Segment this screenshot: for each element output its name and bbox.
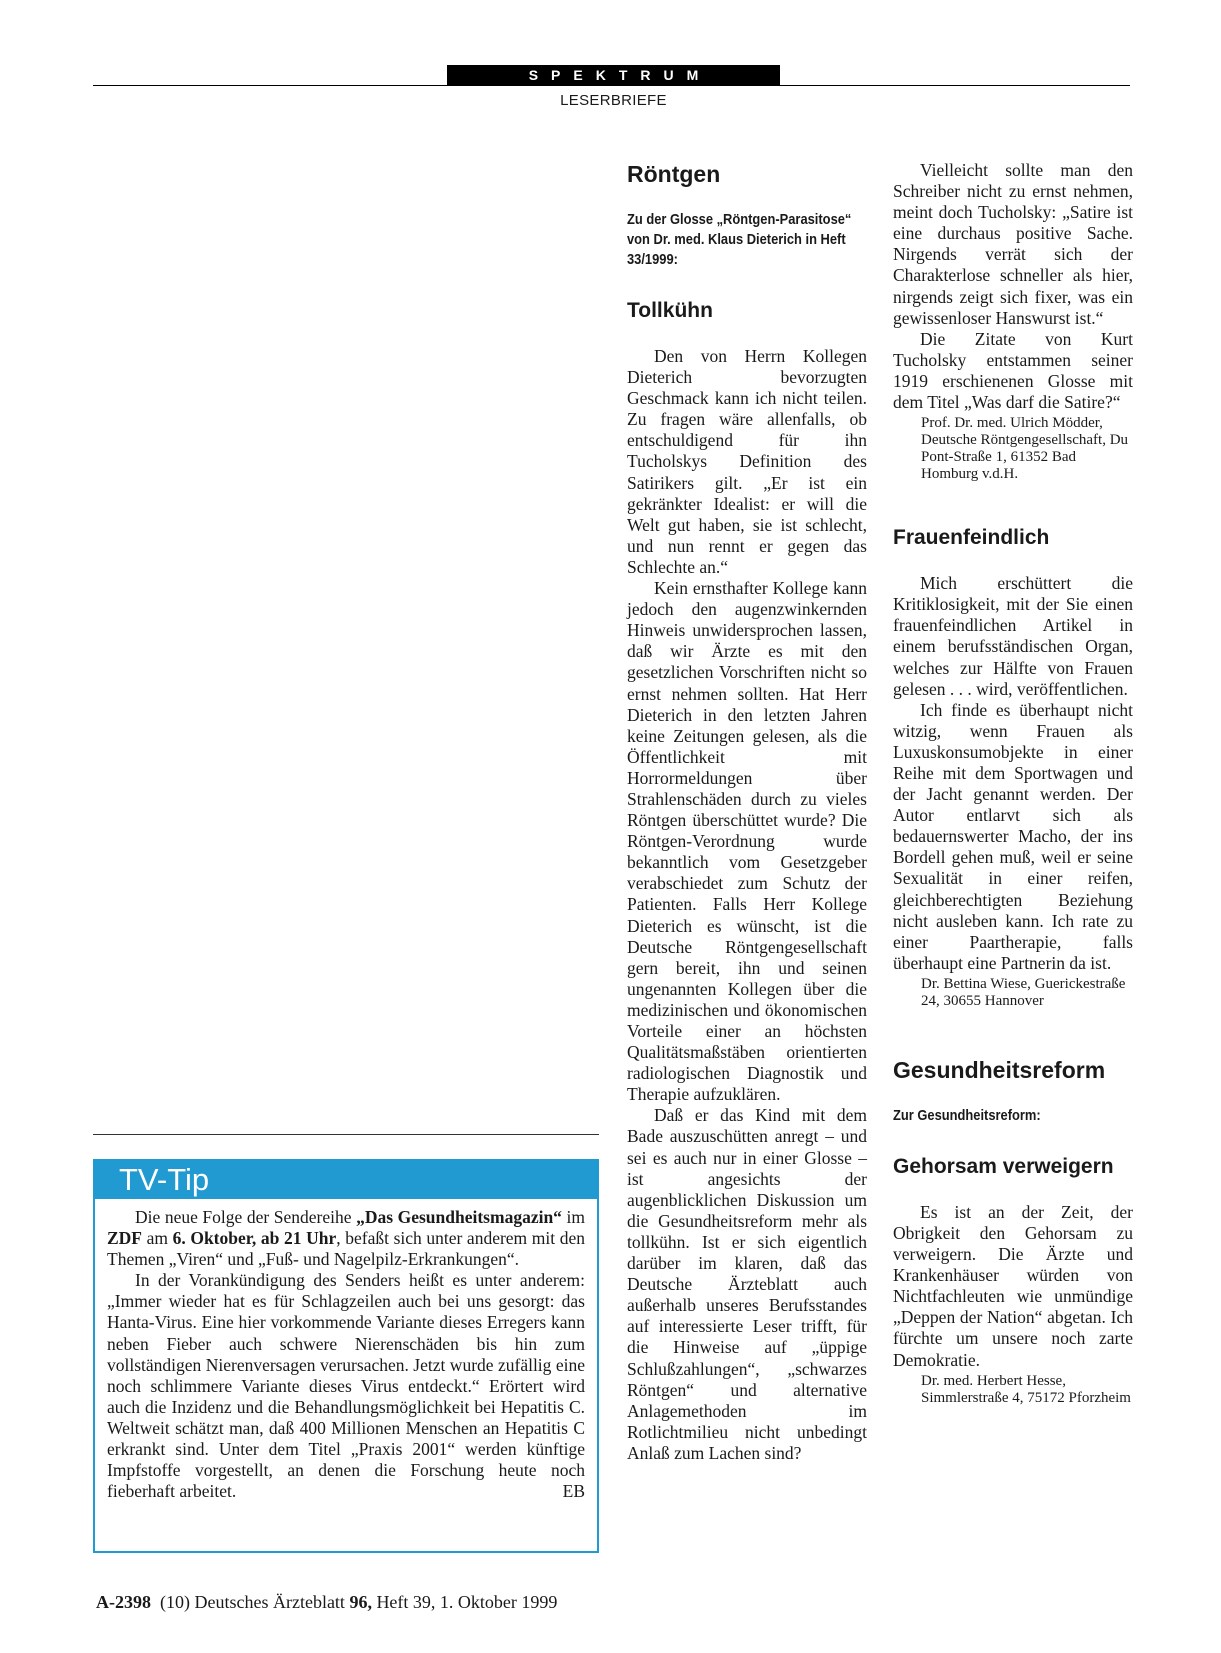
show-title: „Das Gesundheitsmagazin“ <box>356 1207 562 1227</box>
letter-title-tollkuehn: Tollkühn <box>627 299 713 322</box>
paragraph: Vielleicht sollte man den Schreiber nicht zu ernst nehmen, meint doch Tucholsky: „Satire ist eine durchaus positive Sache. Nirgends verrät sich der Charakterlose schneller als hier, nirgends zeigt sich fixer, was ein gewissenloser Hanswurst ist.“ <box>893 160 1133 328</box>
paragraph: Mich erschüttert die Kritiklosigkeit, mit der Sie einen frauenfeindlichen Artikel in einem berufsständischen Organ, welches zur Hälfte von Frauen gelesen . . . wird, veröffentlichen. <box>893 573 1133 699</box>
column-middle <box>627 160 867 1464</box>
page-footer <box>96 1592 557 1613</box>
paragraph: Daß er das Kind mit dem Bade auszuschütten anregt – und sei es auch nur in einer Glosse – ist angesichts der augenblicklichen Diskussion um die Gesundheitsreform mehr als tollkühn. Ist er sich eigentlich darüber im klaren, daß das Deutsche Ärzteblatt auch außerhalb unseres Berufsstandes auf interessierte Leser trifft, für die Hinweise auf „üppige Schlußzahlungen“, „schwarzes Röntgen“ und alternative Anlagemethoden im Rotlichtmilieu nicht unbedingt Anlaß zum Lachen sind? <box>627 1105 867 1463</box>
footer-text: Heft 39, 1. Oktober 1999 <box>371 1592 558 1612</box>
section-label: SPEKTRUM <box>447 65 780 85</box>
letter-title-gehorsam: Gehorsam verweigern <box>893 1154 1114 1178</box>
paragraph: Kein ernsthafter Kollege kann jedoch den augenzwinkernden Hinweis unwidersprochen lassen, daß wir Ärzte es mit den gesetzlichen Vorschriften nicht so ernst nehmen sollten. Hat Herr Dieterich in den letzten Jahren keine Zeitungen gelesen, als die Öffentlichkeit mit Horrormeldungen über Strahlenschäden durch zu vieles Röntgen überschüttet wurde? Die Röntgen-Verordnung wurde bekanntlich vom Gesetzgeber verabschiedet zum Schutz der Patienten. Falls Herr Kollege Dieterich es wünscht, ist die Deutsche Röntgengesellschaft gern bereit, ihn und seinen ungenannten Kollegen über die medizinischen und ökonomischen Vorteile einer an höchsten Qualitätsmaßstäben orientierten radiologischen Diagnostik und Therapie aufzuklären. <box>627 578 867 1105</box>
tvtip-heading: TV-Tip <box>95 1161 597 1199</box>
header-rule <box>93 85 1130 86</box>
paragraph: Den von Herrn Kollegen Dieterich bevorzugten Geschmack kann ich nicht teilen. Zu fragen wäre allenfalls, ob entschuldigend für ihn Tucholskys Definition des Satirikers gilt. „Er ist ein gekränkter Idealist: er will die Welt gut haben, sie ist schlecht, und nun rennt er gegen das Schlechte an.“ <box>627 346 867 577</box>
text-run: Die neue Folge der Sendereihe <box>135 1207 357 1227</box>
volume-number: 96, <box>349 1592 372 1612</box>
author-initials: EB <box>562 1481 585 1502</box>
tvtip-body <box>107 1207 585 1502</box>
reference-note: Zur Gesundheitsreform: <box>893 1106 1041 1124</box>
paragraph: Die Zitate von Kurt Tucholsky entstammen seiner 1919 erschienenen Glosse mit dem Titel „Was darf die Satire?“ <box>893 328 1133 413</box>
airdate: 6. Oktober, ab 21 Uhr <box>172 1228 337 1249</box>
subsection-label: LESERBRIEFE <box>560 92 667 109</box>
rubric-gesundheitsreform: Gesundheitsreform <box>893 1056 1106 1083</box>
tvtip-box <box>93 1159 599 1553</box>
tvtip-rule <box>93 1134 599 1135</box>
channel: ZDF <box>107 1228 142 1249</box>
letter-signature: Dr. Bettina Wiese, Guerickestraße 24, 30655 Hannover <box>921 975 1126 1009</box>
column-right <box>893 160 1133 1407</box>
text-run: im <box>561 1207 585 1227</box>
rubric-roentgen: Röntgen <box>627 161 721 187</box>
text-run: , befaßt sich unter anderem mit den Themen „Viren“ und „Fuß- und Nagelpilz-Erkrankungen“. <box>107 1228 585 1270</box>
paragraph <box>107 1207 585 1270</box>
paragraph: Ich finde es überhaupt nicht witzig, wenn Frauen als Luxuskonsumobjekte in einer Reihe mit dem Sportwagen und der Jacht genannt werden. Der Autor entlarvt sich als bedauernswerter Macho, der ins Bordell gehen muß, weil er seine Sexualität in einer reifen, gleichberechtigten Beziehung nicht ausleben kann. Ich rate zu einer Paartherapie, falls überhaupt eine Partnerin da ist. <box>893 699 1133 973</box>
paragraph: Es ist an der Zeit, der Obrigkeit den Gehorsam zu verweigern. Die Ärzte und Krankenhäuser würden von Nichtfachleuten wie unmündige „Deppen der Nation“ abgetan. Ich fürchte um unsere noch zarte Demokratie. <box>893 1201 1133 1370</box>
text-run: am <box>142 1228 173 1249</box>
letter-signature: Prof. Dr. med. Ulrich Mödder, Deutsche Röntgengesellschaft, Du Pont-Straße 1, 61352 Bad Homburg v.d.H. <box>921 415 1129 483</box>
letter-title-frauenfeindlich: Frauenfeindlich <box>893 526 1050 550</box>
letter-signature: Dr. med. Herbert Hesse, Simmlerstraße 4, 75172 Pforzheim <box>921 1372 1131 1406</box>
paragraph: In der Vorankündigung des Senders heißt es unter anderem: „Immer wieder hat es für Schlagzeilen auch bei uns gesorgt: das Hanta-Virus. Eine hier vorkommende Variante dieses Erregers kann neben Fieber auch schwere Nierenschäden bis hin zum vollständigen Nierenversagen verursachen. Jetzt wurde zufällig eine noch schlimmere Variante dieses Virus entdeckt.“ Erörtert wird auch die Inzidenz und die Behandlungsmöglichkeit bei Hepatitis C. Weltweit schätzt man, daß 400 Millionen Menschen an Hepatitis C erkrankt sind. Unter dem Titel „Praxis 2001“ werden künftige Impfstoffe vorgestellt, an denen die Forschung heute noch fieberhaft arbeitet. <box>107 1270 585 1502</box>
reference-note: Zu der Glosse „Röntgen-Parasitose“ von Dr. med. Klaus Dieterich in Heft 33/1999: <box>627 211 852 268</box>
page-number: A-2398 <box>96 1592 151 1612</box>
footer-text: (10) Deutsches Ärzteblatt <box>151 1592 350 1612</box>
